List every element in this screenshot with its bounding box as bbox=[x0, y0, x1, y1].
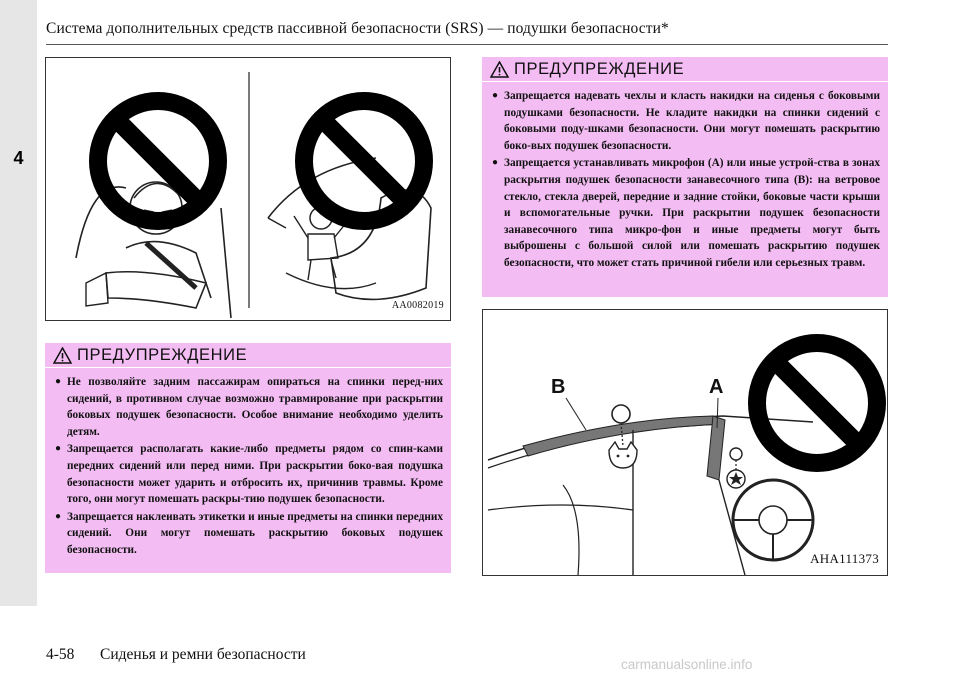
figure-code: AHA111373 bbox=[810, 551, 879, 566]
prohibition-sign bbox=[757, 343, 877, 463]
bullet-icon: ● bbox=[55, 443, 62, 455]
bullet-icon: ● bbox=[55, 510, 62, 522]
page-number: 4-58 bbox=[46, 646, 75, 663]
footer-section-title: Сиденья и ремни безопасности bbox=[100, 646, 306, 663]
warning-box-covers-microphone bbox=[482, 57, 888, 297]
warning-item: ● Запрещается надевать чехлы и класть накидки на сиденья с боковыми подушками безопасности. Не кладите накидки на спинки сидений с боковыми поду-шками безопасности. Они могут помешать раскрытию боко-вых подушек безопасности. bbox=[492, 88, 880, 154]
figure-code: AA0082019 bbox=[391, 300, 444, 311]
warning-item: ● Запрещается располагать какие-либо предметы рядом со спин-ками передних сидений или перед ними. При раскрытии боко-вая подушка безопасности может ударить и отбросить их, причинив травмы. Кроме того, они могут помешать раскры-тию подушек безопасности. bbox=[55, 441, 443, 507]
warning-item: ● Запрещается наклеивать этикетки и иные предметы на спинки передних сидений. Они могут помешать раскрытию боковых подушек безопасности. bbox=[55, 509, 443, 559]
bullet-icon: ● bbox=[55, 376, 62, 387]
warning-header bbox=[45, 343, 451, 368]
warning-triangle-icon bbox=[53, 347, 72, 364]
warning-header bbox=[482, 57, 888, 82]
warning-title: ПРЕДУПРЕЖДЕНИЕ bbox=[514, 59, 685, 78]
bullet-icon: ● bbox=[492, 90, 499, 101]
label-b: B bbox=[551, 376, 566, 398]
warning-box-seatbacks bbox=[45, 343, 451, 573]
warning-triangle-icon bbox=[490, 61, 509, 78]
running-header: Система дополнительных средств пассивной безопасности (SRS) — подушки безопасности* bbox=[46, 20, 669, 37]
figure-leaning-passengers bbox=[45, 57, 451, 321]
header-rule bbox=[46, 44, 888, 45]
label-a: A bbox=[709, 376, 724, 398]
warning-item: ● Не позволяйте задним пассажирам опираться на спинки перед-них сидений, в противном случае возможно травмирование при раскрытии боковых подушек безопасности. Особое внимание необходимо уделить детям. bbox=[55, 374, 443, 440]
bullet-icon: ● bbox=[492, 157, 499, 169]
prohibition-sign-right bbox=[304, 101, 424, 221]
figure-curtain-airbag-zone bbox=[482, 309, 888, 576]
warning-title: ПРЕДУПРЕЖДЕНИЕ bbox=[77, 345, 248, 364]
illustration-curtain-airbag bbox=[483, 310, 887, 575]
chapter-number-tab: 4 bbox=[0, 140, 37, 176]
watermark: carmanualsonline.info bbox=[621, 657, 753, 672]
prohibition-sign-left bbox=[98, 101, 218, 221]
warning-item: ● Запрещается устанавливать микрофон (A) или иные устрой-ства в зонах раскрытия подушек безопасности занавесочного типа (B): на ветровое стекло, стекла дверей, передние и задние стойки, боковые части крыши и вспомогательные ручки. При раскрытии подушек безопасности занавесочного типа микро-фон и иные предметы могут быть выброшены с большой силой или помешать раскрытию подушек безопасности, что может стать причиной гибели или серьезных травм. bbox=[492, 155, 880, 271]
illustration-leaning-passengers bbox=[46, 58, 450, 320]
chapter-sidebar bbox=[0, 0, 37, 606]
